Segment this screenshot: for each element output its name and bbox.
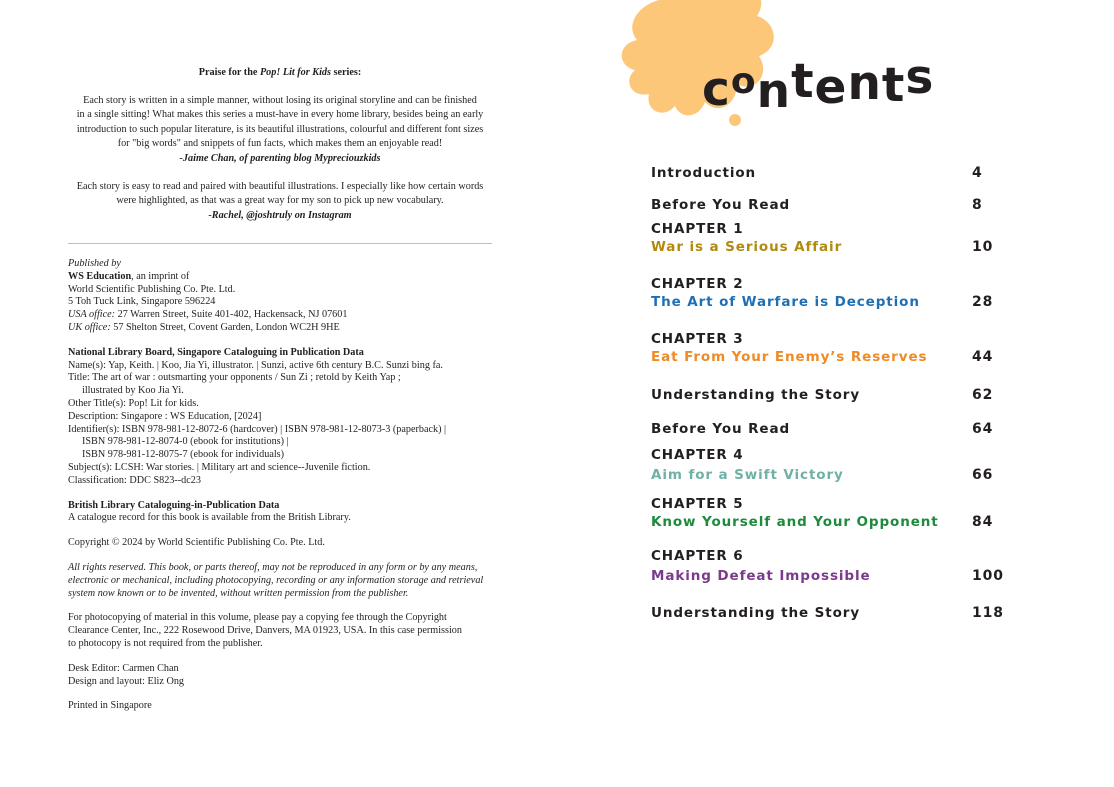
design-credit: Design and layout: Eliz Ong xyxy=(68,675,185,687)
imprint-section xyxy=(68,258,492,713)
contents-page: contents Introduction 4 Before You Read 8 CHAPTER 1 War is a Serious Affair 10 CHAPTER 2 The Art of Warfare is Deception 28 CHAPTER 3 Eat From Your Enemy’s Reserves 44 Understanding the Story 62 Before You Read 64 CHAPTER 4 Aim for a Swift Victory 66 CHAPTER 5 Know Yourself and Your Opponent 84 CHAPTER 6 Making Defeat Impossible 100 Understanding the Story 118 xyxy=(557,0,1114,787)
rights-notice: All rights reserved. This book, or parts thereof, may not be reproduced in any form or by any means, electronic or mechanical, including photocopying, recording or any information storage and retrieval system now known or to be invented, without written permission from the publisher. xyxy=(68,561,484,599)
publisher-block: Published by WS Education, an imprint of World Scientific Publishing Co. Pte. Ltd. 5 Toh Tuck Link, Singapore 596224 USA office: 27 Warren Street, Suite 401-402, Hackensack, NJ 07601 UK office: 57 Shelton Street, Covent Garden, London WC2H 9HE xyxy=(68,258,348,333)
divider xyxy=(68,243,492,244)
printed-in: Printed in Singapore xyxy=(68,700,152,712)
british-library-block: British Library Cataloguing-in-Publication Data A catalogue record for this book is available from the British Library. xyxy=(68,499,351,524)
desk-editor: Desk Editor: Carmen Chan xyxy=(68,662,179,674)
quote-1-attribution: -Jaime Chan, of parenting blog Mypreciouzkids xyxy=(179,152,381,164)
praise-heading: Praise for the Pop! Lit for Kids series: xyxy=(198,67,362,78)
praise-section xyxy=(68,66,492,223)
quote-2-attribution: -Rachel, @joshtruly on Instagram xyxy=(208,209,352,221)
publisher-name: WS Education xyxy=(68,270,132,282)
photocopy-notice: For photocopying of material in this volume, please pay a copying fee through the Copyright Clearance Center, Inc., 222 Rosewood Drive, Danvers, MA 01923, USA. In this case permission to photocopy is not required from the publisher. xyxy=(68,612,462,649)
credits-block xyxy=(68,663,492,689)
contents-title: contents xyxy=(702,50,935,119)
copyright-line: Copyright © 2024 by World Scientific Publishing Co. Pte. Ltd. xyxy=(68,537,325,549)
praise-quote-1: Each story is written in a simple manner, without losing its original storyline and can be finished in a single sitting! What makes this series a must-have in every home library, besides being an early introduction to such popular literature, is its beautiful illustrations, colourful and different font sizes for "big words" and snippets of fun facts, which makes them an enjoyable read! -Jaime Chan, of parenting blog Mypreciouzkids xyxy=(68,94,492,167)
nlb-cip-block: National Library Board, Singapore Cataloguing in Publication Data Name(s): Yap, Keith. | Koo, Jia Yi, illustrator. | Sunzi, active 6th century B.C. Sunzi bing fa. Title: The art of war : outsmarting your opponents / Sun Zi ; retold by Keith Yap ; illustrated by Koo Jia Yi. Other Title(s): Pop! Lit for kids. Description: Singapore : WS Education, [2024] Identifier(s): ISBN 978-981-12-8072-6 (hardcover) | ISBN 978-981-12-8073-3 (paperback) | ISBN 978-981-12-8074-0 (ebook for institutions) | ISBN 978-981-12-8075-7 (ebook for individuals) Subject(s): LCSH: War stories. | Military art and science--Juvenile fiction. Classification: DDC S823--dc23 xyxy=(68,346,447,486)
praise-quote-2: Each story is easy to read and paired with beautiful illustrations. I especially like how certain words were highlighted, as that was a great way for my son to pick up new vocabulary. -Rachel, @joshtruly on Instagram xyxy=(68,180,492,224)
